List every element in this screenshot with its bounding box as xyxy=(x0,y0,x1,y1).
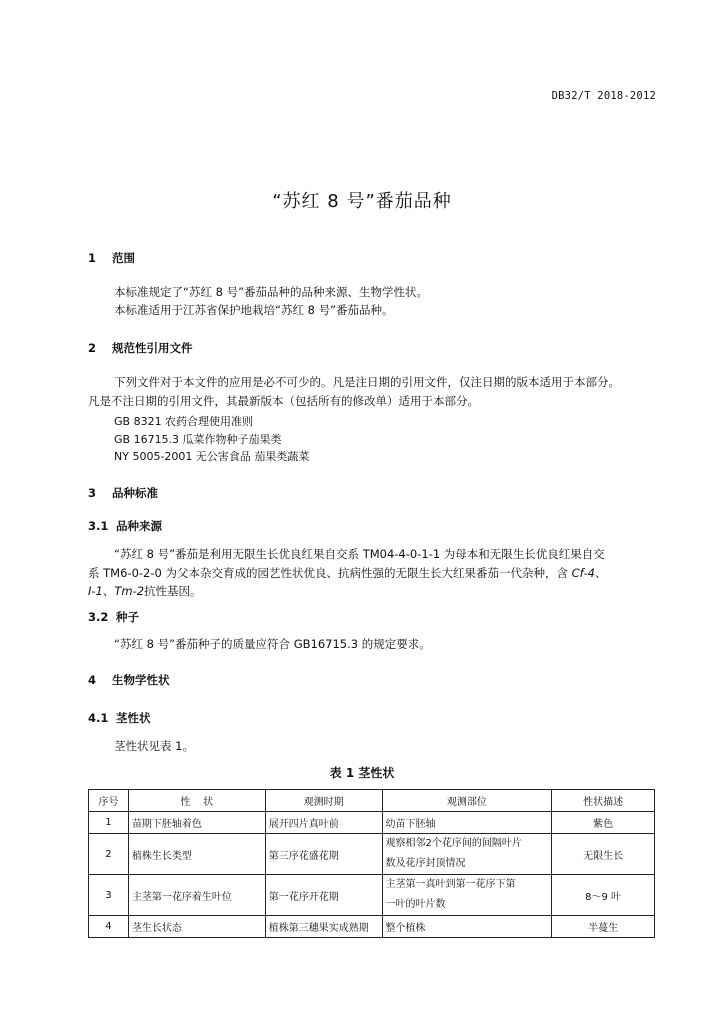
column-header: 序号 xyxy=(89,790,129,812)
observation-part xyxy=(382,834,552,875)
observation-part: 整个植株 xyxy=(382,916,552,938)
trait-name: 主茎第一花序着生叶位 xyxy=(128,875,265,916)
scope-paragraph-2: 本标准适用于江苏省保护地栽培“苏红 8 号”番茄品种。 xyxy=(114,303,394,317)
column-header: 性 状 xyxy=(128,790,265,812)
table-header-row xyxy=(89,790,655,812)
section-3-2-heading xyxy=(88,609,139,625)
row-number: 3 xyxy=(89,875,129,916)
origin-paragraph-line-1: “苏红 8 号”番茄是利用无限生长优良红果自交系 TM04-4-0-1-1 为母本和无限生长优良红果自交 xyxy=(114,547,605,561)
scope-paragraph-1: 本标准规定了“苏红 8 号”番茄品种的品种来源、生物学性状。 xyxy=(114,285,429,299)
trait-name: 苗期下胚轴着色 xyxy=(128,812,265,834)
stem-traits-table xyxy=(88,789,655,938)
origin-paragraph-line-3 xyxy=(88,582,202,601)
trait-description: 8～9 叶 xyxy=(552,875,655,916)
section-title: 生物学性状 xyxy=(112,673,170,687)
reference-item: GB 8321 农药合理使用准则 xyxy=(114,415,254,428)
section-number: 3.1 xyxy=(88,519,109,533)
part-line: 主茎第一真叶到第一花序下第 xyxy=(385,879,516,890)
section-number: 4 xyxy=(88,673,97,687)
observation-part: 幼苗下胚轴 xyxy=(382,812,552,834)
section-number: 3.2 xyxy=(88,610,109,624)
table-row xyxy=(89,834,655,875)
observation-period: 植株第三穗果实成熟期 xyxy=(265,916,382,938)
section-3-heading xyxy=(88,485,158,501)
table-row xyxy=(89,812,655,834)
observation-part xyxy=(382,875,552,916)
document-title: “苏红 8 号”番茄品种 xyxy=(272,191,452,212)
section-2-heading xyxy=(88,340,193,356)
stem-paragraph: 茎性状见表 1。 xyxy=(114,739,194,753)
column-header: 观测时期 xyxy=(265,790,382,812)
normative-paragraph-line-1: 下列文件对于本文件的应用是必不可少的。凡是注日期的引用文件，仅注日期的版本适用于本部分。 xyxy=(114,375,620,389)
observation-period: 展开四片真叶前 xyxy=(265,812,382,834)
section-4-heading xyxy=(88,672,170,688)
separator: 、 xyxy=(102,584,115,598)
table-row xyxy=(89,916,655,938)
section-title: 规范性引用文件 xyxy=(112,341,193,355)
row-number: 4 xyxy=(89,916,129,938)
origin-text: 抗性基因。 xyxy=(144,584,202,598)
section-title: 种子 xyxy=(116,610,140,624)
observation-period: 第一花序开花期 xyxy=(265,875,382,916)
normative-paragraph-line-2: 凡是不注日期的引用文件，其最新版本（包括所有的修改单）适用于本部分。 xyxy=(88,394,479,408)
section-1-heading xyxy=(88,250,135,266)
part-line: 观察相邻2个花序间的间隔叶片 xyxy=(385,838,522,849)
section-number: 3 xyxy=(88,486,97,500)
column-header: 观测部位 xyxy=(382,790,552,812)
trait-name: 植株生长类型 xyxy=(128,834,265,875)
table-caption: 表 1 茎性状 xyxy=(329,766,395,780)
section-number: 2 xyxy=(88,341,97,355)
observation-period: 第三序花盛花期 xyxy=(265,834,382,875)
table-row xyxy=(89,875,655,916)
origin-text: 系 TM6-0-2-0 为父本杂交育成的园艺性状优良、抗病性强的无限生长大红果番茄一代杂种，含 xyxy=(88,566,572,580)
gene-tm2: Tm-2 xyxy=(114,584,145,598)
trait-name: 茎生长状态 xyxy=(128,916,265,938)
trait-description: 半蔓生 xyxy=(552,916,655,938)
section-title: 品种来源 xyxy=(116,519,163,533)
section-number: 4.1 xyxy=(88,711,109,725)
part-line: 数及花序封顶情况 xyxy=(385,858,466,869)
trait-description: 紫色 xyxy=(552,812,655,834)
seed-paragraph: “苏红 8 号”番茄种子的质量应符合 GB16715.3 的规定要求。 xyxy=(114,637,431,651)
trait-description: 无限生长 xyxy=(552,834,655,875)
separator: 、 xyxy=(594,566,607,580)
reference-item: NY 5005-2001 无公害食品 茄果类蔬菜 xyxy=(114,450,310,463)
part-line: 一叶的叶片数 xyxy=(385,899,446,910)
gene-cf4: Cf-4 xyxy=(571,566,595,580)
row-number: 1 xyxy=(89,812,129,834)
gene-i1: I-1 xyxy=(88,584,103,598)
row-number: 2 xyxy=(89,834,129,875)
section-title: 范围 xyxy=(112,251,136,265)
standard-code: DB32/T 2018-2012 xyxy=(551,90,656,102)
reference-item: GB 16715.3 瓜菜作物种子茄果类 xyxy=(114,433,282,446)
origin-paragraph-line-2 xyxy=(88,564,606,583)
section-title: 茎性状 xyxy=(116,711,151,725)
column-header: 性状描述 xyxy=(552,790,655,812)
section-4-1-heading xyxy=(88,710,151,726)
section-number: 1 xyxy=(88,251,97,265)
section-3-1-heading xyxy=(88,518,162,534)
section-title: 品种标准 xyxy=(112,486,159,500)
